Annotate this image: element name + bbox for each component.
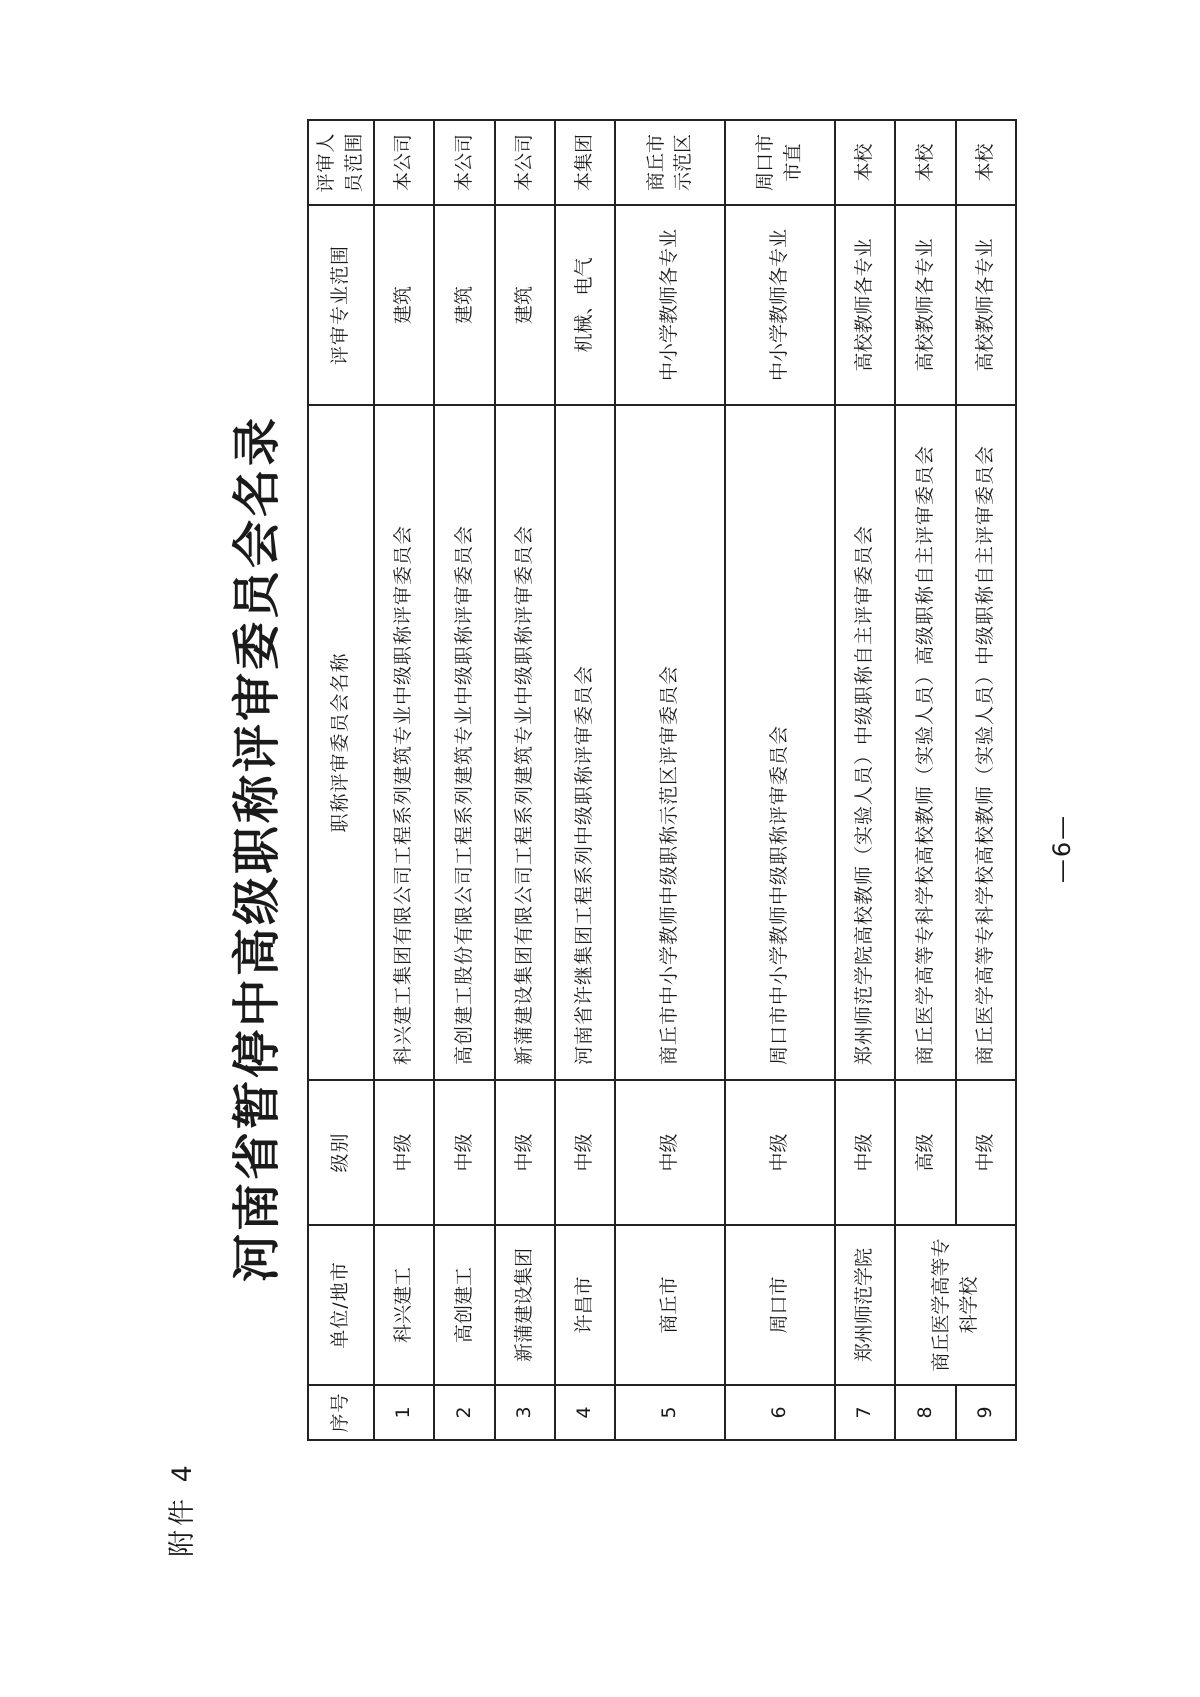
row-committee-name: 商丘医学高等专科学校高校教师（实验人员）高级职称自主评审委员会: [895, 405, 955, 1080]
row-no: 6: [725, 1385, 835, 1440]
header-no: 序号: [308, 1385, 374, 1440]
row-level: 中级: [835, 1080, 895, 1225]
row-no: 9: [956, 1385, 1016, 1440]
row-no: 7: [835, 1385, 895, 1440]
row-scope: 本校: [956, 120, 1016, 205]
table-header-row: [308, 120, 374, 1440]
row-no: 3: [495, 1385, 555, 1440]
row-unit: 商丘市: [615, 1225, 725, 1385]
row-unit: 高创建工: [434, 1225, 494, 1385]
row-scope: 本公司: [434, 120, 494, 205]
row-profession: 建筑: [495, 205, 555, 405]
table-row: [835, 120, 895, 1440]
row-scope: 本校: [895, 120, 955, 205]
table-row: [555, 120, 615, 1440]
table-row: [895, 120, 955, 1440]
row-committee-name: 科兴建工集团有限公司工程系列建筑专业中级职称评审委员会: [374, 405, 434, 1080]
row-profession: 高校教师各专业: [895, 205, 955, 405]
row-committee-name: 商丘医学高等专科学校高校教师（实验人员）中级职称自主评审委员会: [956, 405, 1016, 1080]
row-no: 4: [555, 1385, 615, 1440]
row-profession: 建筑: [374, 205, 434, 405]
row-unit: 许昌市: [555, 1225, 615, 1385]
row-level: 高级: [895, 1080, 955, 1225]
row-level: 中级: [956, 1080, 1016, 1225]
row-level: 中级: [434, 1080, 494, 1225]
committee-table: [307, 119, 1017, 1441]
row-level: 中级: [555, 1080, 615, 1225]
row-unit: 科兴建工: [374, 1225, 434, 1385]
row-scope: 本公司: [495, 120, 555, 205]
row-profession: 高校教师各专业: [956, 205, 1016, 405]
row-profession: 中小学教师各专业: [725, 205, 835, 405]
header-name: 职称评审委员会名称: [308, 405, 374, 1080]
table-row: [374, 120, 434, 1440]
row-committee-name: 高创建工股份有限公司工程系列建筑专业中级职称评审委员会: [434, 405, 494, 1080]
row-no: 1: [374, 1385, 434, 1440]
row-profession: 建筑: [434, 205, 494, 405]
row-committee-name: 商丘市中小学教师中级职称示范区评审委员会: [615, 405, 725, 1080]
header-level: 级别: [308, 1080, 374, 1225]
row-committee-name: 新蒲建设集团有限公司工程系列建筑专业中级职称评审委员会: [495, 405, 555, 1080]
row-no: 2: [434, 1385, 494, 1440]
attachment-label: 附件 4: [167, 1461, 198, 1557]
row-committee-name: 郑州师范学院高校教师（实验人员）中级职称自主评审委员会: [835, 405, 895, 1080]
row-no: 8: [895, 1385, 955, 1440]
table-row: [615, 120, 725, 1440]
table-row: [725, 120, 835, 1440]
row-unit: 新蒲建设集团: [495, 1225, 555, 1385]
row-scope: 周口市市直: [725, 120, 835, 205]
table-row: [434, 120, 494, 1440]
row-level: 中级: [374, 1080, 434, 1225]
row-committee-name: 河南省许继集团工程系列中级职称评审委员会: [555, 405, 615, 1080]
row-scope: 本集团: [555, 120, 615, 205]
row-level: 中级: [725, 1080, 835, 1225]
document-title: 河南省暂停中高级职称评审委员会名录: [229, 415, 285, 1283]
row-committee-name: 周口市中小学教师中级职称评审委员会: [725, 405, 835, 1080]
table-row: [495, 120, 555, 1440]
row-no: 5: [615, 1385, 725, 1440]
header-profession: 评审专业范围: [308, 205, 374, 405]
row-unit: 商丘医学高等专科学校: [895, 1225, 1016, 1385]
page-number: —6—: [1048, 813, 1076, 884]
header-unit: 单位/地市: [308, 1225, 374, 1385]
row-unit: 郑州师范学院: [835, 1225, 895, 1385]
row-profession: 机械、电气: [555, 205, 615, 405]
row-profession: 中小学教师各专业: [615, 205, 725, 405]
row-level: 中级: [495, 1080, 555, 1225]
row-unit: 周口市: [725, 1225, 835, 1385]
row-profession: 高校教师各专业: [835, 205, 895, 405]
row-scope: 商丘市示范区: [615, 120, 725, 205]
row-scope: 本公司: [374, 120, 434, 205]
row-scope: 本校: [835, 120, 895, 205]
header-scope: 评审人员范围: [308, 120, 374, 205]
row-level: 中级: [615, 1080, 725, 1225]
